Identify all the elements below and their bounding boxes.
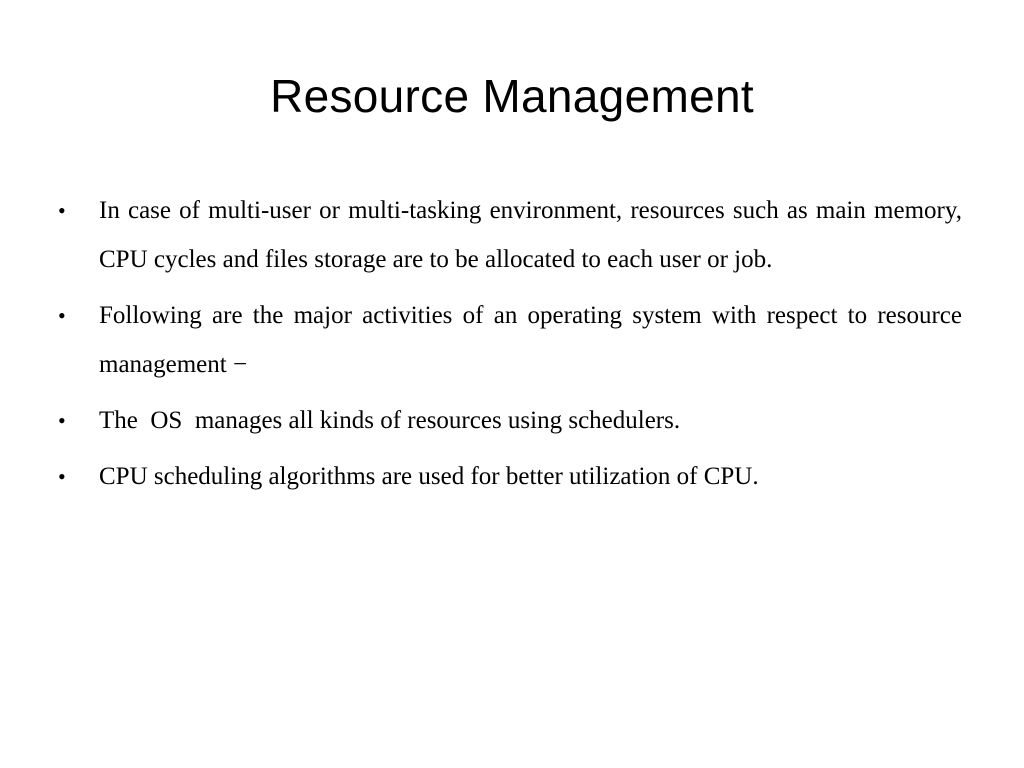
slide-title: Resource Management — [270, 70, 754, 122]
bullet-item — [58, 452, 962, 501]
bullet-text: In case of multi-user or multi-tasking environment, resources such as main memory, CPU cycles and files storage are to be allocated to each user or job. — [99, 197, 962, 273]
bullet-item — [58, 396, 962, 445]
bullet-icon: • — [58, 408, 66, 433]
bullet-text: The OS manages all kinds of resources using schedulers. — [99, 407, 681, 434]
bullet-item — [58, 186, 962, 284]
bullet-text: CPU scheduling algorithms are used for better utilization of CPU. — [99, 463, 759, 490]
bullet-icon: • — [58, 303, 66, 328]
bullet-list — [58, 186, 962, 508]
bullet-item — [58, 291, 962, 389]
bullet-text: Following are the major activities of an operating system with respect to resource management − — [99, 302, 962, 378]
bullet-icon: • — [58, 198, 66, 223]
bullet-icon: • — [58, 464, 66, 489]
